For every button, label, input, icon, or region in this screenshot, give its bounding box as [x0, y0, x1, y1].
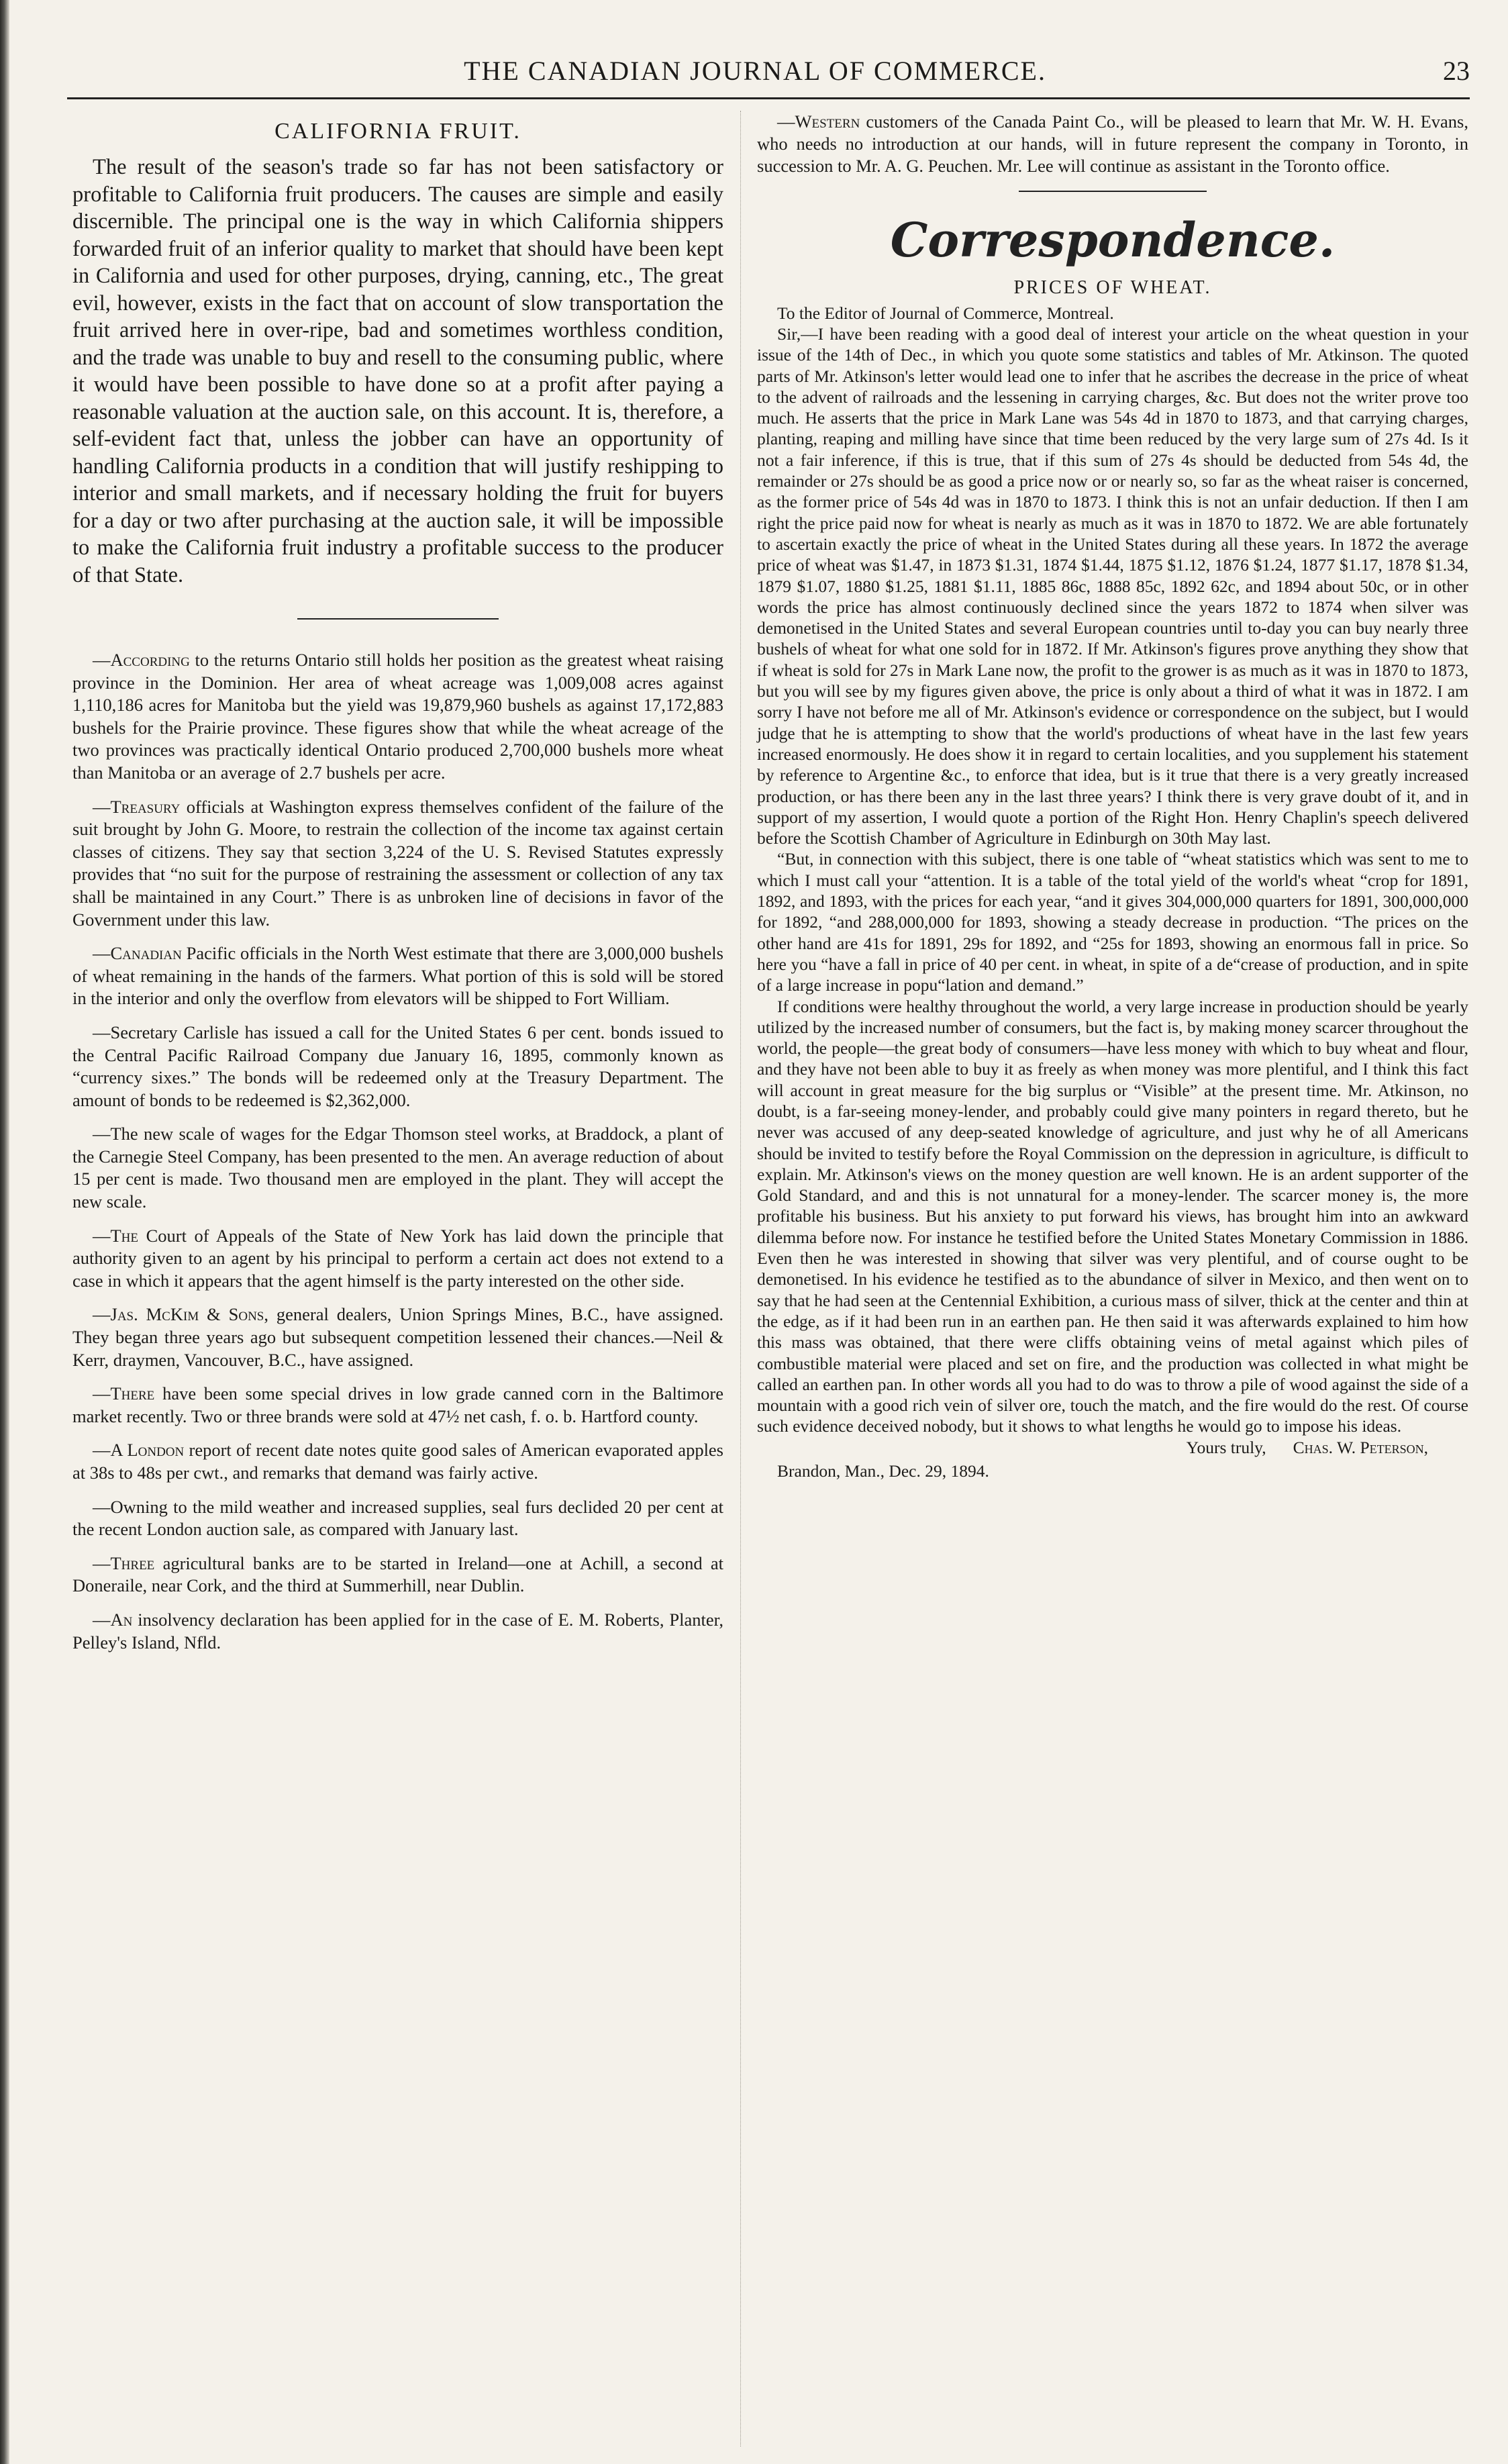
letter-prices-of-wheat [757, 277, 1468, 1481]
letter-address: To the Editor of Journal of Commerce, Montreal. [777, 303, 1114, 323]
news-note [72, 1553, 723, 1597]
correspondence-heading: Correspondence. [890, 212, 1336, 268]
note-text: —The new scale of wages for the Edgar Thomson steel works, at Braddock, a plant of the Carnegie Steel Company, has been presented to the men. An average reduction of about 15 per cent is made. Two thousand men are employed in the plant. They will accept the new scale. [72, 1124, 723, 1212]
news-note [72, 942, 723, 1010]
note-lead: —An [93, 1609, 133, 1630]
news-note [72, 1439, 723, 1484]
letter-paragraph: If conditions were healthy throughout the world, a very large increase in production should be yearly utilized by the increased number of consumers, but the fact is, by making money scarcer throughout the world, the people—the great body of consumers—have less money with which to buy wheat and flour, and they have not been able to buy it as freely as when money was more plentiful, and I think this fact will account in great measure for the big surplus or “Visible” at the present time. Mr. Atkinson, no doubt, is a far-seeing money-lender, and probably could give many pointers in regard thereto, but he never was accused of any deep-seated knowledge of agriculture, and just why he of all Americans should be invited to testify before the Royal Commission on the depression in agriculture, is difficult to explain. Mr. Atkinson's views on the money question are well known. He is an ardent supporter of the Gold Standard, and and this is not unnatural for a money-lender. The scarcer money is, the more profitable his business. But his anxiety to put forward his views, has brought him into an awkward dilemma before now. For instance he testified before the United States Monetary Commission in 1886. Even then he was interested in showing that silver was very plentiful, and of course ought to be demonetised. In his evidence he testified as to the abundance of silver in Mexico, and then went on to say that he had seen at the Centennial Exhibition, a curious mass of silver, thick at the center and thin at the edge, as if it had been run in an earthen pan. He then said it was afterwards explained to him how this mass was obtained, that there were cliffs obtaining veins of metal against which piles of combustible material were placed and set on fire, and the production was collected in what might be called an earthen pan. In other words all you had to do was to throw a pile of wood against the side of a mountain with a good rich vein of silver ore, touch the match, and the fire would do the rest. Of course such evidence deceived nobody, but it shows to what lengths he would go to impose his ideas. [757, 996, 1468, 1436]
letter-signature: Chas. W. Peterson, [1293, 1437, 1428, 1457]
western-note [757, 111, 1468, 177]
news-note [72, 1225, 723, 1293]
news-note [72, 649, 723, 785]
letter-signoff [757, 1437, 1428, 1458]
news-note [72, 796, 723, 932]
section-rule [1019, 191, 1207, 192]
page-header [40, 48, 1470, 95]
note-lead: —The [93, 1225, 139, 1246]
note-lead: —Canadian [93, 943, 182, 964]
news-note [72, 1609, 723, 1654]
letter-title: PRICES OF WHEAT. [1013, 277, 1212, 298]
news-note [72, 1383, 723, 1428]
note-text: officials at Washington express themselves confident of the failure of the suit brought by John G. Moore, to restrain the collection of the income tax against certain classes of citizens. They say that section 3,224 of the U. S. Revised Statutes expressly provides that “no suit for the purpose of restraining the assessment or collection of any tax shall be maintained in any Court.” There is as unbroken line of decisions in favor of the Government under this law. [72, 796, 723, 930]
news-note [72, 1123, 723, 1213]
note-text: Court of Appeals of the State of New York has laid down the principle that authority given to an agent by his principal to perform a certain act does not extend to a case in which it appears that the agent himself is the party interested on the other side. [72, 1225, 723, 1291]
header-rule [67, 97, 1470, 99]
news-note [757, 111, 1468, 177]
note-lead: —Treasury [93, 796, 181, 817]
note-text: customers of the Canada Paint Co., will be pleased to learn that Mr. W. H. Evans, who needs no introduction at our hands, will in future represent the company in Toronto, in succession to Mr. A. G. Peuchen. Mr. Lee will continue as assistant in the Toronto office. [757, 111, 1468, 176]
news-notes [72, 649, 723, 1654]
letter-closing: Yours truly, [1186, 1437, 1266, 1457]
california-fruit-article [72, 154, 723, 589]
news-note [72, 1022, 723, 1112]
note-text: have been some special drives in low grade canned corn in the Baltimore market recently. Two or three brands were sold at 47½ net cash, f. o. b. Hartford county. [72, 1383, 723, 1426]
news-note [72, 1303, 723, 1371]
scan-edge [0, 0, 9, 2464]
page-number: 23 [1443, 56, 1470, 86]
note-text: Pacific officials in the North West estimate that there are 3,000,000 bushels of wheat remaining in the hands of the farmers. What portion of this is sold will be stored in the interior and only the overflow from elevators will be shipped to Fort William. [72, 943, 723, 1009]
letter-place-date: Brandon, Man., Dec. 29, 1894. [777, 1461, 989, 1481]
note-text: —Secretary Carlisle has issued a call for the United States 6 per cent. bonds issued to the Central Pacific Railroad Company due January 16, 1895, commonly known as “currency sixes.” The bonds will be redeemed only at the Treasury Department. The amount of bonds to be redeemed is $2,362,000. [72, 1022, 723, 1110]
california-fruit-heading: CALIFORNIA FRUIT. [274, 119, 521, 144]
note-text: insolvency declaration has been applied for in the case of E. M. Roberts, Planter, Pelley's Island, Nfld. [72, 1609, 723, 1653]
note-text: general dealers, Union Springs Mines, B.C., have assigned. They began three years ago but subsequent competition lessened their chances.—Neil & Kerr, draymen, Vancouver, B.C., have assigned. [72, 1304, 723, 1370]
letter-quotation: “But, in connection with this subject, there is one table of “wheat statistics which was sent to me to which I must call your “attention. It is a table of the total yield of the world's wheat “crop for 1891, 1892, and 1893, with the prices for each year, “and it gives 304,000,000 quarters for 1891, 300,000,000 for 1892, “and 288,000,000 for 1893, showing a steady decrease in production. “The prices on the other hand are 41s for 1891, 29s for 1892, and “25s for 1893, showing an enormous fall in price. So here you “have a fall in price of 40 per cent. in wheat, in spite of a de“crease of production, and in spite of a large increase in popu“lation and demand.” [757, 849, 1468, 995]
right-column [757, 111, 1468, 1481]
news-note [72, 1496, 723, 1541]
note-lead: —Western [777, 111, 860, 132]
section-rule [297, 618, 499, 620]
note-lead: —Three [93, 1553, 155, 1573]
note-lead: —A London [93, 1440, 185, 1461]
note-text: to the returns Ontario still holds her position as the greatest wheat raising province in the Dominion. Her area of wheat acreage was 1,009,008 acres against 1,110,186 acres for Manitoba but the yield was 19,879,960 bushels as against 17,172,883 bushels for the Prairie province. These figures show that while the wheat acreage of the two provinces was practically identical Ontario produced 2,700,000 bushels more wheat than Manitoba or an average of 2.7 bushels per acre. [72, 650, 723, 783]
letter-paragraph: Sir,—I have been reading with a good deal of interest your article on the wheat question in your issue of the 14th of Dec., in which you quote some statistics and tables of Mr. Atkinson. The quoted parts of Mr. Atkinson's letter would lead one to infer that he ascribes the decrease in the price of wheat to the advent of railroads and the lessening in carrying charges, &c. But does not the writer prove too much. He asserts that the price in Mark Lane was 54s 4d in 1870 to 1873, and that carrying charges, planting, reaping and milling have since that time been reduced by the very large sum of 27s 4d. Is it not a fair inference, if this is true, that if this sum of 27s 4s should be deducted from 54s 4d, the remainder or 27s should be as good a price now or or nearly so, so far as the wheat raiser is concerned, as the former price of 54s 4d was in 1870 to 1873. I think this is not an unfair deduction. If then I am right the price paid now for wheat is nearly as much as it was in 1870 to 1872. We are able fortunately to ascertain exactly the price of wheat in the United States during all these years. In 1872 the average price of wheat was $1.47, in 1873 $1.31, 1874 $1.44, 1875 $1.12, 1876 $1.24, 1877 $1.17, 1878 $1.34, 1879 $1.07, 1880 $1.25, 1881 $1.11, 1885 86c, 1888 85c, 1892 62c, and 1894 about 50c, or in other words the price has almost continuously declined since the years 1872 to 1874 when silver was demonetised in the United States and several European countries until to-day you can buy nearly three bushels of wheat for what one sold for in 1872. If Mr. Atkinson's figures prove anything they show that if wheat is sold for 27s in Mark Lane now, the profit to the grower is as much as it was in 1870 to 1873, but you will see by my figures given above, the price is only about a third of what it was in 1872. I am sorry I have not before me all of Mr. Atkinson's evidence or correspondence on the subject, but I would judge that he is attempting to show that the world's productions of wheat have in the last few years increased enormously. He does show it in regard to certain localities, and you supplement his statement by reference to Argentine &c., to enforce that idea, but is it true that there is a very greatly increased production, or has there been any in the last three years? I think there is very grave doubt of it, and in support of my assertion, I would quote a portion of the Right Hon. Henry Chaplin's speech delivered before the Scottish Chamber of Agriculture in Edinburgh on 30th May last. [757, 324, 1468, 848]
article-paragraph: The result of the season's trade so far has not been satisfactory or profitable to California fruit producers. The causes are simple and easily discernible. The principal one is the way in which California shippers forwarded fruit of an inferior quality to market that should have been kept in California and used for other purposes, drying, canning, etc., The great evil, however, exists in the fact that on account of slow transportation the fruit arrived here in over-ripe, bad and sometimes worthless condition, and the trade was unable to buy and resell to the consuming public, where it would have been possible to have done so at a profit after paying a reasonable valuation at the auction sale, on this account. It is, therefore, a self-evident fact that, unless the jobber can have an opportunity of handling California products in a condition that will justify reshipping to interior and small markets, and if necessary holding the fruit for buyers for a day or two after purchasing at the auction sale, it will be impossible to make the California fruit industry a profitable success to the producer of that State. [72, 155, 723, 587]
note-text: —Owning to the mild weather and increased supplies, seal furs declided 20 per cent at the recent London auction sale, as compared with January last. [72, 1496, 723, 1540]
left-column [72, 111, 723, 1665]
journal-title: THE CANADIAN JOURNAL OF COMMERCE. [464, 56, 1046, 86]
column-divider [740, 111, 741, 2447]
note-lead: —According [93, 650, 190, 670]
note-lead: —There [93, 1383, 155, 1404]
note-lead: —Jas. McKim & Sons, [93, 1304, 268, 1325]
note-text: report of recent date notes quite good sales of American evaporated apples at 38s to 48s per cwt., and remarks that demand was fairly active. [72, 1440, 723, 1483]
note-text: agricultural banks are to be started in Ireland—one at Achill, a second at Doneraile, near Cork, and the third at Summerhill, near Dublin. [72, 1553, 723, 1596]
